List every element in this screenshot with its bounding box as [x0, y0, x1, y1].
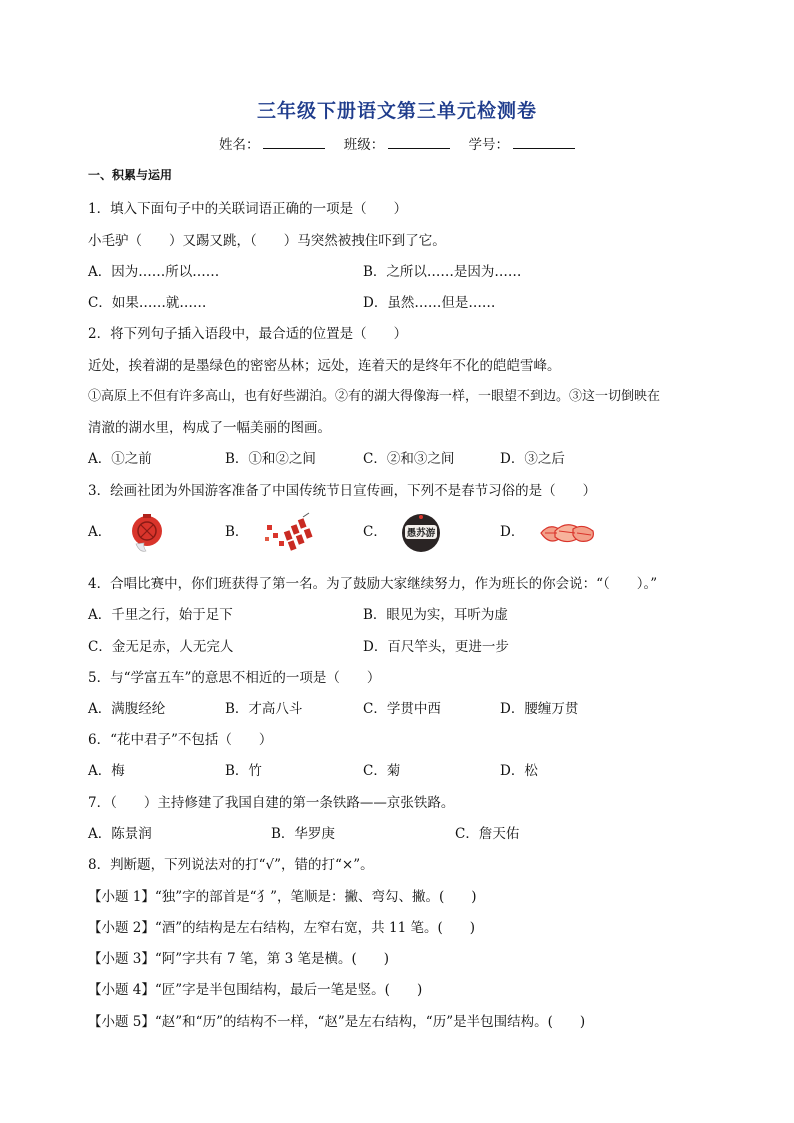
q2-stem: 2．将下列句子插入语段中，最合适的位置是（ ） — [88, 326, 408, 342]
q6-option-d[interactable]: D．松 — [500, 763, 538, 779]
q5-option-d[interactable]: D．腰缠万贯 — [500, 701, 579, 717]
q2-passage-line1: ①高原上不但有许多高山，也有好些湖泊。②有的湖大得像海一样，一眼望不到边。③这一切倒映在 — [88, 389, 661, 404]
section-heading: 一、积累与运用 — [88, 168, 173, 182]
q6-option-b[interactable]: B．竹 — [225, 763, 262, 779]
lantern-icon — [124, 511, 170, 555]
id-blank[interactable] — [513, 134, 575, 149]
q3-option-d-label: D． — [500, 524, 525, 540]
q3-option-c[interactable] — [363, 510, 443, 554]
black-circle-sign-icon — [399, 511, 443, 555]
q8-subitem-4: 【小题 4】“匠”字是半包围结构，最后一笔是竖。( ) — [88, 982, 423, 998]
q3-stem: 3．绘画社团为外国游客准备了中国传统节日宣传画，下列不是春节习俗的是（ ） — [88, 483, 597, 499]
q5-option-b[interactable]: B．才高八斗 — [225, 701, 303, 717]
q4-option-a[interactable]: A．千里之行，始于足下 — [88, 607, 233, 623]
q2-option-d[interactable]: D．③之后 — [500, 451, 565, 467]
q6-option-a[interactable]: A．梅 — [88, 763, 125, 779]
q8-subitem-1: 【小题 1】“独”字的部首是“犭”，笔顺是：撇、弯勾、撇。( ) — [88, 889, 477, 905]
name-blank[interactable] — [263, 134, 325, 149]
sign-text: 愚苏游 — [406, 527, 436, 539]
q4-option-b[interactable]: B．眼见为实，耳听为虚 — [363, 607, 508, 623]
q3-option-b[interactable] — [225, 510, 317, 554]
student-info — [0, 133, 794, 153]
q3-option-a[interactable] — [88, 510, 170, 554]
q4-stem: 4．合唱比赛中，你们班获得了第一名。为了鼓励大家继续努力，作为班长的你会说：“（ ）。” — [88, 576, 658, 592]
q3-option-c-label: C． — [363, 524, 387, 540]
q2-sentence: 近处，挨着湖的是墨绿色的密密丛林；远处，连着天的是终年不化的皑皑雪峰。 — [88, 358, 561, 374]
q3-option-a-label: A． — [88, 524, 112, 540]
q7-option-b[interactable]: B．华罗庚 — [271, 826, 335, 842]
q3-option-d[interactable] — [500, 510, 599, 554]
q8-subitem-2: 【小题 2】“酒”的结构是左右结构，左窄右宽，共 11 笔。( ) — [88, 920, 475, 936]
name-label: 姓名： — [218, 137, 260, 153]
q5-option-c[interactable]: C．学贯中西 — [363, 701, 441, 717]
id-label: 学号： — [468, 137, 510, 153]
q6-option-c[interactable]: C．菊 — [363, 763, 401, 779]
q6-stem: 6．“花中君子”不包括（ ） — [88, 732, 273, 748]
q1-option-c[interactable]: C．如果……就…… — [88, 295, 207, 311]
q2-passage-line2: 清澈的湖水里，构成了一幅美丽的图画。 — [88, 420, 331, 436]
class-blank[interactable] — [388, 134, 450, 149]
class-label: 班级： — [343, 137, 385, 153]
q2-option-b[interactable]: B．①和②之间 — [225, 451, 316, 467]
firecrackers-icon — [261, 511, 317, 555]
q3-option-b-label: B． — [225, 524, 249, 540]
q7-option-c[interactable]: C．詹天佑 — [455, 826, 520, 842]
q2-option-a[interactable]: A．①之前 — [88, 451, 152, 467]
q1-sentence: 小毛驴（ ）又踢又跳，（ ）马突然被拽住吓到了它。 — [88, 233, 446, 249]
q7-stem: 7．（ ）主持修建了我国自建的第一条铁路——京张铁路。 — [88, 795, 455, 811]
q8-subitem-5: 【小题 5】“赵”和“历”的结构不一样，“赵”是左右结构，“历”是半包围结构。( ) — [88, 1014, 586, 1030]
zongzi-ribbon-icon — [537, 511, 599, 555]
q1-option-d[interactable]: D．虽然……但是…… — [363, 295, 496, 311]
q5-stem: 5．与“学富五车”的意思不相近的一项是（ ） — [88, 670, 381, 686]
q1-option-b[interactable]: B．之所以……是因为…… — [363, 264, 522, 280]
q4-option-d[interactable]: D．百尺竿头，更进一步 — [363, 639, 509, 655]
q1-option-a[interactable]: A．因为……所以…… — [88, 264, 220, 280]
page-title: 三年级下册语文第三单元检测卷 — [256, 100, 537, 122]
q1-stem: 1．填入下面句子中的关联词语正确的一项是（ ） — [88, 201, 408, 217]
q8-stem: 8．判断题，下列说法对的打“√”，错的打“×”。 — [88, 857, 374, 873]
q5-option-a[interactable]: A．满腹经纶 — [88, 701, 166, 717]
q7-option-a[interactable]: A．陈景润 — [88, 826, 152, 842]
q8-subitem-3: 【小题 3】“阿”字共有 7 笔，第 3 笔是横。( ) — [88, 951, 390, 967]
q4-option-c[interactable]: C．金无足赤，人无完人 — [88, 639, 234, 655]
q2-option-c[interactable]: C．②和③之间 — [363, 451, 455, 467]
